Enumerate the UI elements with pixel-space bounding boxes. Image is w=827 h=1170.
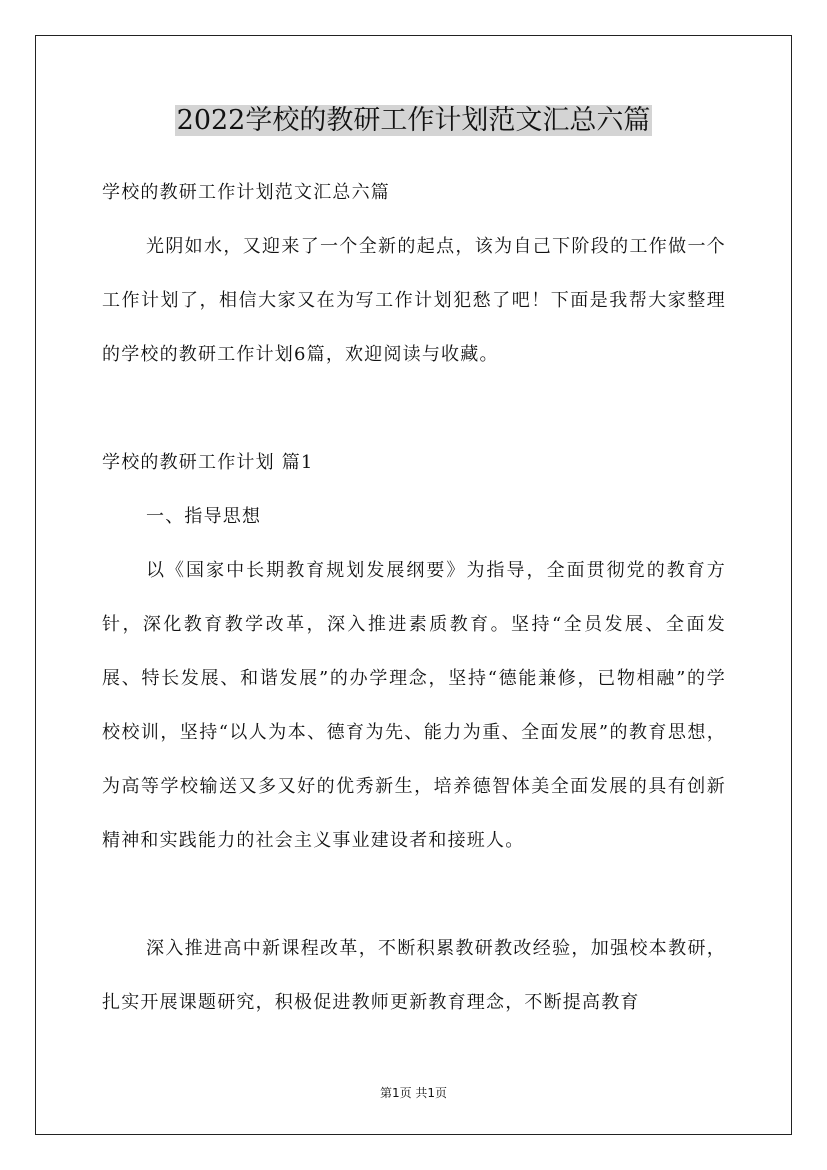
section-subheading: 一、指导思想 — [146, 506, 262, 527]
document-title — [0, 101, 827, 141]
document-subtitle: 学校的教研工作计划范文汇总六篇 — [102, 182, 390, 203]
intro-paragraph: 光阴如水，又迎来了一个全新的起点，该为自己下阶段的工作做一个工作计划了，相信大家又在为写工作计划犯愁了吧！下面是我帮大家整理的学校的教研工作计划6篇，欢迎阅读与收藏。 — [102, 236, 726, 365]
body-paragraph-1: 以《国家中长期教育规划发展纲要》为指导，全面贯彻党的教育方针，深化教育教学改革，深入推进素质教育。坚持“全员发展、全面发展、特长发展、和谐发展”的办学理念，坚持“德能兼修，已物相融”的学校校训，坚持“以人为本、德育为先、能力为重、全面发展”的教育思想，为高等学校输送又多又好的优秀新生，培养德智体美全面发展的具有创新精神和实践能力的社会主义事业建设者和接班人。 — [102, 560, 726, 851]
body-paragraph-2: 深入推进高中新课程改革，不断积累教研教改经验，加强校本教研，扎实开展课题研究，积极促进教师更新教育理念，不断提高教育 — [102, 938, 726, 1013]
document-title-text: 2022学校的教研工作计划范文汇总六篇 — [176, 105, 651, 136]
section-heading: 学校的教研工作计划 篇1 — [102, 452, 314, 473]
page-footer: 第1页 共1页 — [379, 1086, 448, 1100]
